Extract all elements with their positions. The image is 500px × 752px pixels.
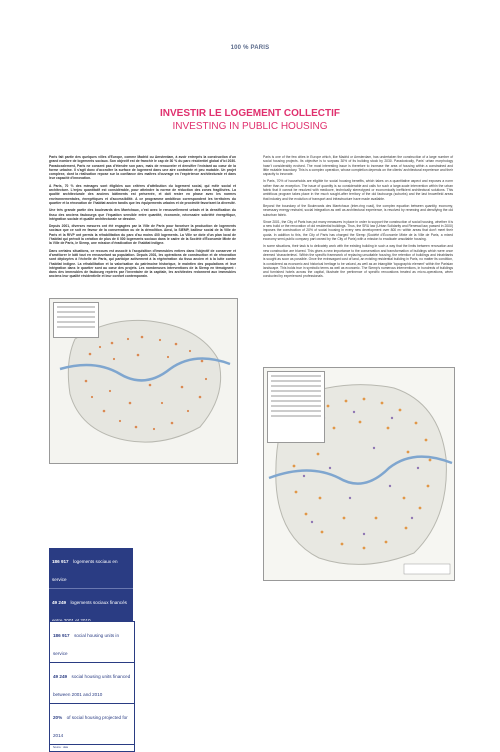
section-kicker: 100 % PARIS (230, 45, 270, 51)
stat-number: 49 249 (53, 674, 68, 679)
stat-label: logements sociaux en service (52, 559, 118, 582)
paris-housing-map-right (263, 367, 455, 581)
stat-number: 49 249 (52, 600, 67, 605)
french-text-column (49, 155, 236, 282)
stat-label: social housing units financed between 2001 and 2010 (53, 674, 131, 697)
map-legend (267, 371, 325, 443)
stat-number: 186 917 (52, 559, 69, 564)
english-paragraph: Paris is one of the few cities in Europe which, like Madrid or Amsterdam, has undertaken the construction of a large number of social housing projects. Its objective is to surpass 30% of its building stock by 2030. Paradoxically, Paris' urban morphology hasn't considerably evolved. The most interesting issue is therefore to increase the area of housing within a constrained and little mutable boundary. This is a complex operation, whose completion depends on the clients' architectural experience and their capacity to innovate. (263, 155, 453, 177)
page-title-english: INVESTING IN PUBLIC HOUSING (172, 121, 328, 132)
english-paragraph: In Paris, 70% of households are eligible for social housing benefits, which takes on a quantitative aspect and exposes a norm rather than an exception. The issue of quantity is so considerable and calls for such a large-scale intervention within the urban fabric that it cannot be resolved with mediocre, technically stereotyped or economically inefficient architectural solutions. This ambitious program takes place in the much sought-after territory of the old faubourgs (suburbs) and the last brownfield areas that industry and the evolution of transport and infrastructure have made available. (263, 179, 453, 201)
english-text-column (263, 155, 453, 282)
stats-box-english (49, 621, 135, 752)
stat-number: 20% (53, 715, 63, 720)
english-paragraph: Beyond the boundary of the Boulevards des Maréchaux (inter-ring road), the complex equation between quantity, economy, necessary energy restraint, social integration as well as architectural experience, is resolved by renewing and densifying the old suburban fabric. (263, 203, 453, 217)
paris-housing-map-left (49, 298, 238, 464)
english-paragraph: Since 2001, the City of Paris has put many measures in place in order to support the construction of social housing, whether it is a new build or the renovation of old residential buildings. Thus, the SRU law (Urban Solidarity and Renewal law, passed in 2000) imposes the construction of 20% of social housing in every new development over 800 m² within areas that don't meet their quota. In addition to this, the City of Paris has charged the Siemp (Société d'Économie Mixte de la Ville de Paris, a mixed economy semi-public company part owned by the City of Paris) with a mission to eradicate unsuitable housing. (263, 219, 453, 242)
stat-label: of social housing projected for 2014 (53, 715, 128, 738)
stat-row (49, 548, 133, 589)
stat-row (50, 704, 134, 745)
page-title-french: INVESTIR LE LOGEMENT COLLECTIF (160, 108, 340, 119)
french-paragraph: Une très grande partie des boulevards des Maréchaux, c'est avec le renouvellement urbain et la densification du tissu des anciens faubourgs que l'équation sensible entre quantité, économie, nécessaire sobriété énergétique, intégration sociale et qualité architecturale se dessine. (49, 208, 236, 221)
stat-row (50, 663, 134, 704)
stat-label: logements sociaux financés (70, 600, 127, 605)
stat-number: 186 917 (53, 633, 70, 638)
french-paragraph: Dans certains situations, ce recours est associé à l'acquisition d'immeubles entiers dans l'objectif de conserver et d'améliorer le bâti tout en renouvelant sa population. Depuis 2001, les opérations de construction et de rénovation sont déployées à l'échelle de Paris, qui participe activement à la régénération du tissu ancien et à la lutte contre l'habitat indigne. La réhabilitation et la valorisation du patrimoine historique, le maintien des populations et leur intégration dans le quartier sont au cœur des projets. Les nombreuses interventions de la Siemp en témoignent : dans des immeubles de faubourg repérés par l'inventaire de la capitale, les architectes redonnent aux immeubles anciens leur qualité résidentielle et leur confort contemporain. (49, 248, 236, 279)
stat-row (50, 622, 134, 663)
french-paragraph: Depuis 2001, diverses mesures ont été engagées par la Ville de Paris pour favoriser la production de logements sociaux que ce soit en faveur de la conservation ou de la démolition. Ainsi, la SIEMP, bailleur social de la Ville de Paris et la RIVP ont permis la réhabilitation du parc d'au moins 400 logements. La Ville se dote d'un plan local de l'habitat qui prévoit la création de plus de 6 000 logements sociaux dans le cadre de la Société d'Économie Mixte de la Ville de Paris, le Siemp, une mission d'éradication de l'habitat indigne. (49, 224, 236, 246)
stat-source: Source : data (53, 746, 68, 749)
english-paragraph: In some situations, their task is to delicately work with the existing building in such a way that the limits between renovation and new construction are blurred. This gives a new importance to the conservation and transformation of buildings which were once deemed 'characterless'. Within the specific framework of replacing unsuitable housing, the retention of buildings and inhabitants is sought as soon as possible. Once the extravagant cost of land, an existing residential building in Paris, no matter its condition, is considered as economic and historical heritage to be valued, as well as an intangible 'topographic element' within the Parisian landscape. This holds true in symbolic terms as well as economic. The Siemp's numerous interventions, in hundreds of buildings and furnished hotels across the capital, illustrate the pertinence of specific renovations treated as micro-operations, when conducted by experienced professionals. (263, 244, 453, 279)
map-legend (53, 302, 99, 338)
french-paragraph: A Paris, 70 % des ménages sont éligibles aux critères d'attribution du logement social, qui mêle social et architecture. L'enjeu quantitatif est considérable, pour atteindre la norme de réduction des zones fragilisées. La qualité architecturale des anciens bâtiments est préservée, et doit rester en phase avec les normes environnementales, énergétiques et d'accessibilité. A ce programme ambitieux correspondent les territoires du quartier et la rénovation de l'habitat ancien tandis que les équipements urbains et de proximité favorisent la diversité. (49, 183, 236, 205)
stat-label: social housing units in service (53, 633, 120, 656)
french-paragraph: Paris fait partie des quelques villes d'Europe, comme Madrid ou Amsterdam, à avoir entrepris la construction d'un grand nombre de logements sociaux. Son objectif est de franchir le cap de 30 % du parc résidentiel global d'ici 2030. Paradoxalement, Paris ne consent pas d'étendre son parc, mais de renouveler et densifier l'existant au cœur de la forme urbaine. Il s'agit donc d'accroître la surface de logement dans une aire contrainte et peu mutable. Un projet complexe, dont la réalisation repose sur la confiance des maîtres d'ouvrage en l'expérience architecturale et dans leur capacité d'innovation. (49, 155, 236, 181)
